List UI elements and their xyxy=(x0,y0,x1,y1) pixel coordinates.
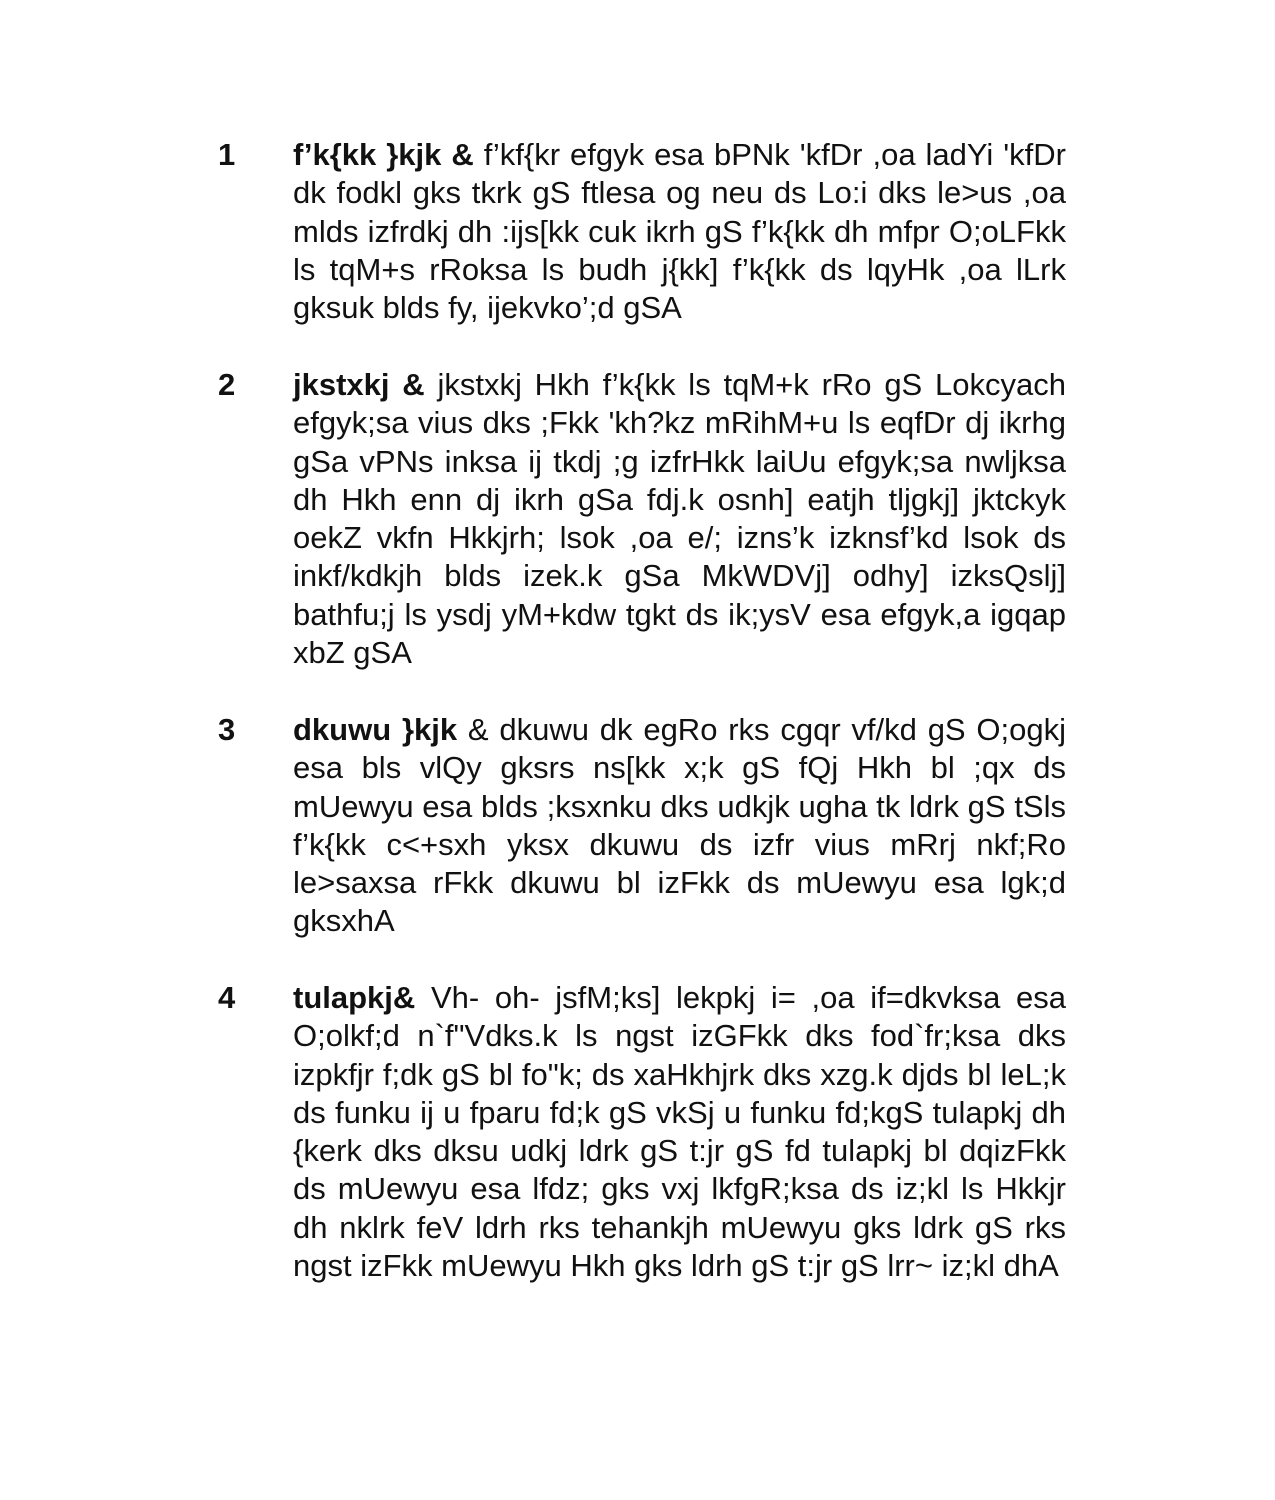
item-body xyxy=(293,366,1066,672)
item-body xyxy=(293,711,1066,941)
item-body xyxy=(293,136,1066,327)
list-item-1 xyxy=(218,136,1066,327)
item-body xyxy=(293,979,1066,1285)
item-heading: dkuwu }kjk xyxy=(293,712,458,747)
item-paragraph xyxy=(293,136,1066,327)
item-number: 3 xyxy=(218,712,236,747)
item-text: Vh- oh- jsfM;ks] lekpkj i= ,oa if=dkvksa esa O;olkf;d n`f"Vdks.k ls ngst izGFkk dks fod`fr;ksa dks izpkfjr f;dk gS bl fo"k; ds xaHkhjrk dks xzg.k djds bl leL;k ds funku ij u fparu fd;k gS vkSj u funku fd;kgS tulapkj dh {kerk dks dksu udkj ldrk gS t:jr gS fd tulapkj bl dqizFkk ds mUewyu esa lfdz; gks vxj lkfgR;ksa ds iz;kl ls Hkkjr dh nklrk feV ldrh rks tehankjh mUewyu gks ldrk gS rks ngst izFkk mUewyu Hkh gks ldrh gS t:jr gS lrr~ iz;kl dhA xyxy=(293,980,1066,1284)
list-item-2 xyxy=(218,366,1066,672)
item-heading: tulapkj& xyxy=(293,980,416,1015)
item-text: f’kf{kr efgyk esa bPNk 'kfDr ,oa ladYi 'kfDr dk fodkl gks tkrk gS ftlesa og neu ds Lo:i dks le>us ,oa mlds izfrdkj dh :ijs[kk cuk ikrh gS f’k{kk dh mfpr O;oLFkk ls tqM+s rRoksa ls budh j{kk] f’k{kk ds lqyHk ,oa lLrk gksuk blds fy, ijekvko’;d gSA xyxy=(293,137,1066,326)
item-paragraph xyxy=(293,979,1066,1285)
item-number: 1 xyxy=(218,137,236,172)
list-item-3 xyxy=(218,711,1066,941)
item-text: & dkuwu dk egRo rks cgqr vf/kd gS O;ogkj esa bls vlQy gksrs ns[kk x;k gS fQj Hkh bl ;qx ds mUewyu esa blds ;ksxnku dks udkjk ugha tk ldrk gS tSls f’k{kk c<+sxh yksx dkuwu ds izfr vius mRrj nkf;Ro le>saxsa rFkk dkuwu bl izFkk ds mUewyu esa lgk;d gksxhA xyxy=(293,712,1066,939)
item-number: 4 xyxy=(218,980,236,1015)
item-heading: f’k{kk }kjk & xyxy=(293,137,474,172)
item-number: 2 xyxy=(218,367,236,402)
item-paragraph xyxy=(293,366,1066,672)
item-heading: jkstxkj & xyxy=(293,367,425,402)
list-item-4 xyxy=(218,979,1066,1285)
item-paragraph xyxy=(293,711,1066,941)
item-text: jkstxkj Hkh f’k{kk ls tqM+k rRo gS Lokcyach efgyk;sa vius dks ;Fkk 'kh?kz mRihM+u ls eqfDr dj ikrhg gSa vPNs inksa ij tkdj ;g izfrHkk laiUu efgyk;sa nwljksa dh Hkh enn dj ikrh gSa fdj.k osnh] eatjh tljgkj] jktckyk oekZ vkfn Hkkjrh; lsok ,oa e/; izns’k izknsf’kd lsok ds inkf/kdkjh blds izek.k gSa MkWDVj] odhy] izksQslj] bathfu;j ls ysdj yM+kdw tgkt ds ik;ysV esa efgyk,a igqap xbZ gSA xyxy=(293,367,1066,671)
